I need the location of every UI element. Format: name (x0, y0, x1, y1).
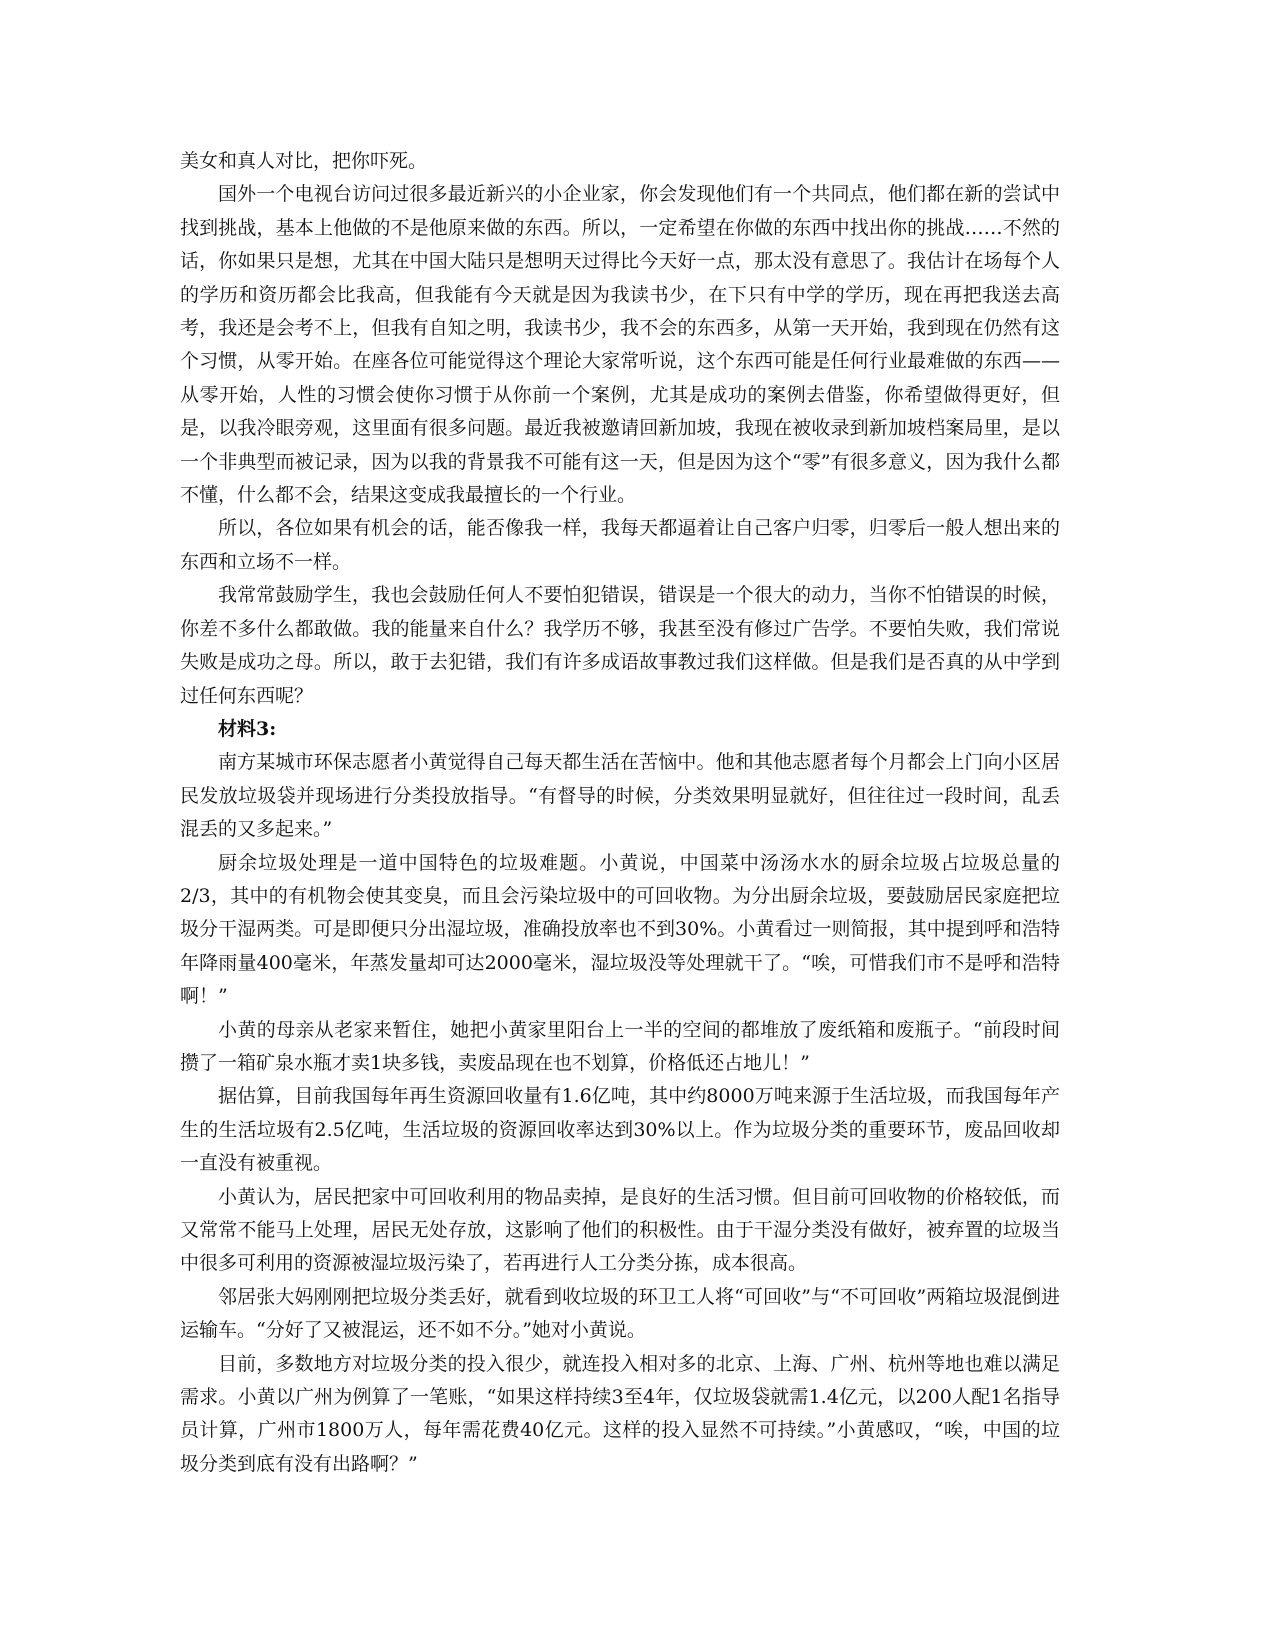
paragraph: 我常常鼓励学生，我也会鼓励任何人不要怕犯错误，错误是一个很大的动力，当你不怕错误的时候，你差不多什么都敢做。我的能量来自什么？我学历不够，我甚至没有修过广告学。不要怕失败，我们常说失败是成功之母。所以，敢于去犯错，我们有许多成语故事教过我们这样做。但是我们是否真的从中学到过任何东西呢？ (180, 584, 1060, 707)
paragraph: 美女和真人对比，把你吓死。 (180, 150, 428, 172)
paragraph: 所以，各位如果有机会的话，能否像我一样，我每天都逼着让自己客户归零，归零后一般人想出来的东西和立场不一样。 (180, 517, 1060, 573)
paragraph: 据估算，目前我国每年再生资源回收量有1.6亿吨，其中约8000万吨来源于生活垃圾，而我国每年产生的生活垃圾有2.5亿吨，生活垃圾的资源回收率达到30%以上。作为垃圾分类的重要环节，废品回收却一直没有被重视。 (180, 1085, 1060, 1175)
paragraph: 南方某城市环保志愿者小黄觉得自己每天都生活在苦恼中。他和其他志愿者每个月都会上门向小区居民发放垃圾袋并现场进行分类投放指导。“有督导的时候，分类效果明显就好，但往往过一段时间，乱丢混丢的又多起来。” (180, 751, 1060, 841)
section-heading: 材料3: (218, 717, 277, 740)
paragraph: 国外一个电视台访问过很多最近新兴的小企业家，你会发现他们有一个共同点，他们都在新的尝试中找到挑战，基本上他做的不是他原来做的东西。所以，一定希望在你做的东西中找出你的挑战……不然的话，你如果只是想，尤其在中国大陆只是想明天过得比今天好一点，那太没有意思了。我估计在场每个人的学历和资历都会比我高，但我能有今天就是因为我读书少，在下只有中学的学历，现在再把我送去高考，我还是会考不上，但我有自知之明，我读书少，我不会的东西多，从第一天开始，我到现在仍然有这个习惯，从零开始。在座各位可能觉得这个理论大家常听说，这个东西可能是任何行业最难做的东西——从零开始，人性的习惯会使你习惯于从你前一个案例，尤其是成功的案例去借鉴，你希望做得更好，但是，以我冷眼旁观，这里面有很多问题。最近我被邀请回新加坡，我现在被收录到新加坡档案局里，是以一个非典型而被记录，因为以我的背景我不可能有这一天，但是因为这个“零”有很多意义，因为我什么都不懂，什么都不会，结果这变成我最擅长的一个行业。 (180, 183, 1060, 507)
paragraph: 小黄的母亲从老家来暂住，她把小黄家里阳台上一半的空间的都堆放了废纸箱和废瓶子。“前段时间攒了一箱矿泉水瓶才卖1块多钱，卖废品现在也不划算，价格低还占地儿！” (180, 1018, 1060, 1074)
paragraph: 目前，多数地方对垃圾分类的投入很少，就连投入相对多的北京、上海、广州、杭州等地也难以满足需求。小黄以广州为例算了一笔账，“如果这样持续3至4年，仅垃圾袋就需1.4亿元，以200人配1名指导员计算，广州市1800万人，每年需花费40亿元。这样的投入显然不可持续。”小黄感叹，“唉，中国的垃圾分类到底有没有出路啊？” (180, 1352, 1060, 1475)
document-body (180, 145, 1060, 1481)
paragraph: 厨余垃圾处理是一道中国特色的垃圾难题。小黄说，中国菜中汤汤水水的厨余垃圾占垃圾总量的2/3，其中的有机物会使其变臭，而且会污染垃圾中的可回收物。为分出厨余垃圾，要鼓励居民家庭把垃圾分干湿两类。可是即便只分出湿垃圾，准确投放率也不到30%。小黄看过一则简报，其中提到呼和浩特年降雨量400毫米，年蒸发量却可达2000毫米，湿垃圾没等处理就干了。“唉，可惜我们市不是呼和浩特啊！” (180, 851, 1060, 1008)
paragraph: 邻居张大妈刚刚把垃圾分类丢好，就看到收垃圾的环卫工人将“可回收”与“不可回收”两箱垃圾混倒进运输车。“分好了又被混运，还不如不分。”她对小黄说。 (180, 1285, 1060, 1342)
paragraph: 小黄认为，居民把家中可回收利用的物品卖掉，是良好的生活习惯。但目前可回收物的价格较低，而又常常不能马上处理，居民无处存放，这影响了他们的积极性。由于干湿分类没有做好，被弃置的垃圾当中很多可利用的资源被湿垃圾污染了，若再进行人工分类分拣，成本很高。 (180, 1185, 1060, 1275)
